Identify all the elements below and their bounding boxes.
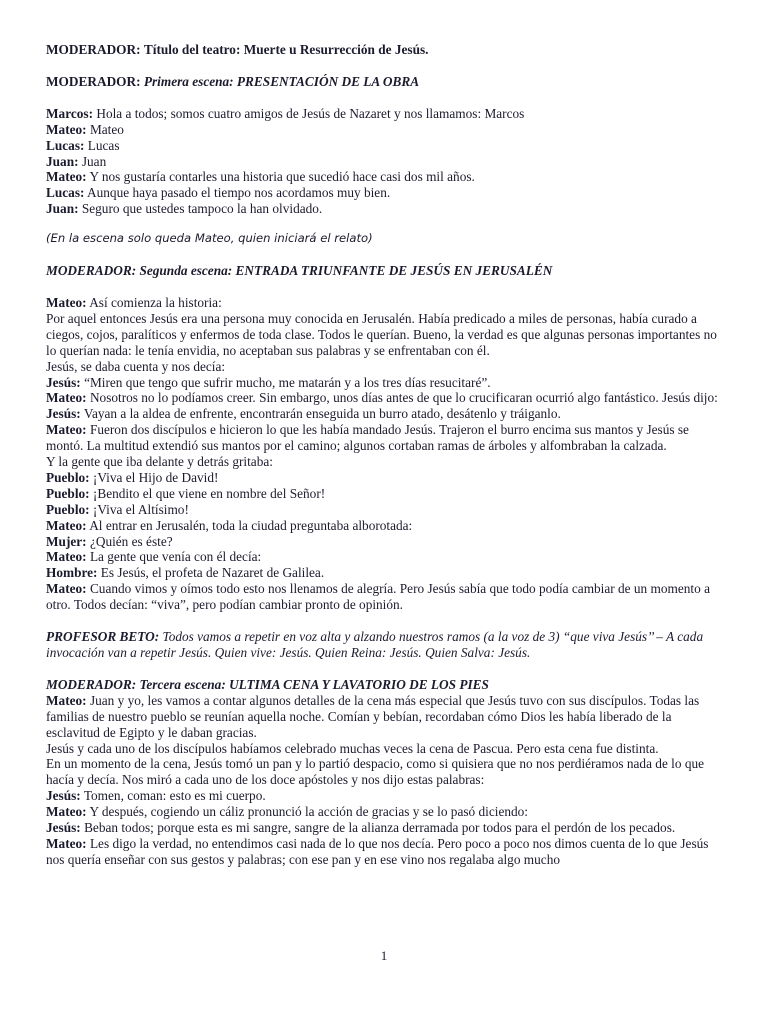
dialogue-line [46, 486, 726, 502]
dialogue-line [46, 693, 726, 741]
instruction-text: Todos vamos a repetir en voz alta y alzando nuestros ramos (a la voz de 3) “que viva Jesús’’ – A cada invocación van a repetir Jesús. Quien vive: Jesús. Quien Reina: Jesús. Quien Salva: Jesús. [46, 629, 704, 660]
dialogue-line [46, 295, 726, 311]
narration: Por aquel entonces Jesús era una persona muy conocida en Jerusalén. Había predicado a miles de personas, había curado a ciegos, cojos, paralíticos y enfermos de toda clase. Todos le querían. Bueno, la verdad es que algunas personas importantes no lo querían nada: le tenía envidia, no aceptaban sus palabras y se enfrentaban con él. [46, 310, 717, 358]
speaker-label: Lucas: [46, 137, 85, 153]
dialogue-line [46, 788, 726, 804]
dialogue-line [46, 122, 726, 138]
speaker-label: Hombre: [46, 565, 98, 581]
speaker-label: Jesús: [46, 820, 81, 836]
page-number: 1 [380, 948, 388, 963]
dialogue-text: La gente que venía con él decía: [89, 549, 262, 565]
dialogue-text: ¡Viva el Altísimo! [92, 501, 189, 517]
scene3-dialogue [46, 693, 726, 868]
scene-heading-2 [46, 263, 726, 279]
speaker-label: Mujer: [46, 533, 87, 549]
dialogue-text: Y nos gustaría contarles una historia que sucedió hace casi dos mil años. [89, 169, 475, 185]
dialogue-text: Vayan a la aldea de enfrente, encontrarán enseguida un burro atado, desátenlo y tráiganlo. [83, 406, 561, 422]
dialogue-line [46, 502, 726, 518]
dialogue-text: Aunque haya pasado el tiempo nos acordamos muy bien. [87, 185, 391, 201]
dialogue-text: Beban todos; porque esta es mi sangre, sangre de la alianza derramada por todos para el perdón de los pecados. [84, 820, 676, 836]
intro-dialogue [46, 106, 726, 217]
dialogue-line [46, 820, 726, 836]
play-title: Título del teatro: Muerte u Resurrección de Jesús. [143, 42, 429, 57]
speaker-label: Juan: [46, 201, 79, 217]
stage-direction: (En la escena solo queda Mateo, quien iniciará el relato) [46, 231, 373, 246]
dialogue-text: Mateo [89, 121, 124, 137]
dialogue-text: Les digo la verdad, no entendimos casi nada de lo que nos decía. Pero poco a poco nos dimos cuenta de lo que Jesús nos quería enseñar con sus gestos y palabras; con ese pan y en ese vino nos regalaba algo mucho [46, 835, 709, 867]
speaker-label: Juan: [46, 153, 79, 169]
dialogue-line [46, 201, 726, 217]
scene-heading-3 [46, 677, 726, 693]
speaker-label: Pueblo: [46, 501, 90, 517]
dialogue-line [46, 836, 726, 868]
scene-heading-1 [46, 74, 726, 90]
dialogue-text: Juan [81, 153, 107, 169]
speaker-label: Marcos: [46, 105, 94, 121]
speaker-label: Mateo: [46, 121, 87, 137]
speaker-label: Lucas: [46, 185, 85, 201]
speaker-label: MODERADOR: [46, 73, 141, 89]
speaker-label: Mateo: [46, 549, 87, 565]
dialogue-line [46, 406, 726, 422]
dialogue-line [46, 138, 726, 154]
speaker-label: Mateo: [46, 169, 87, 185]
narration: Y la gente que iba delante y detrás gritaba: [46, 454, 273, 470]
dialogue-text: Nosotros no lo podíamos creer. Sin embargo, unos días antes de que lo crucificaran ocurrió algo fantástico. Jesús dijo: [89, 390, 718, 406]
dialogue-line [46, 518, 726, 534]
dialogue-text: Lucas [87, 137, 120, 153]
dialogue-text: Fueron dos discípulos e hicieron lo que les había mandado Jesús. Trajeron el burro encima sus mantos y Jesús se montó. La multitud extendió sus mantos por el camino; algunos cortaban ramas de árboles y alfombraban la calzada. [46, 422, 689, 454]
dialogue-line [46, 804, 726, 820]
narration: En un momento de la cena, Jesús tomó un pan y lo partió despacio, como si quisiera que no nos perdiéramos nada de lo que hacía y decía. Nos miró a cada uno de los doce apóstoles y nos dijo estas palabras: [46, 756, 705, 788]
dialogue-text: Juan y yo, les vamos a contar algunos detalles de la cena más especial que Jesús tuvo con sus discípulos. Todas las familias de nuestro pueblo se reunían aquella noche. Comían y bebían, recordaban cómo Dios les había liberado de la esclavitud de Egipto y le daban gracias. [46, 692, 700, 740]
dialogue-line [46, 154, 726, 170]
dialogue-line [46, 549, 726, 565]
dialogue-text: ¡Bendito el que viene en nombre del Señor! [92, 485, 326, 501]
speaker-label: MODERADOR: [46, 42, 141, 57]
narration: Jesús, se daba cuenta y nos decía: [46, 358, 226, 374]
dialogue-line [46, 375, 726, 391]
dialogue-text: Así comienza la historia: [89, 294, 222, 310]
speaker-label: Jesús: [46, 788, 81, 804]
scene-title: Primera escena: PRESENTACIÓN DE LA OBRA [143, 73, 420, 89]
speaker-label: Mateo: [46, 390, 87, 406]
speaker-label: Mateo: [46, 692, 87, 708]
dialogue-text: Tomen, coman: esto es mi cuerpo. [83, 788, 266, 804]
dialogue-text: Cuando vimos y oímos todo esto nos llenamos de alegría. Pero Jesús sabía que todo podía cambiar de un momento a otro. Todos decían: “viva”, pero podían cambiar pronto de opinión. [46, 581, 710, 613]
dialogue-line [46, 106, 726, 122]
dialogue-line [46, 169, 726, 185]
dialogue-line [46, 470, 726, 486]
dialogue-line [46, 422, 726, 454]
dialogue-line [46, 581, 726, 613]
dialogue-text: ¡Viva el Hijo de David! [92, 469, 219, 485]
scene2-dialogue [46, 295, 726, 613]
dialogue-line [46, 565, 726, 581]
scene-title: Tercera escena: ULTIMA CENA Y LAVATORIO DE LOS PIES [139, 676, 489, 692]
dialogue-text: Seguro que ustedes tampoco la han olvidado. [81, 201, 323, 217]
document-page [46, 42, 726, 868]
speaker-label: MODERADOR: [46, 263, 137, 279]
dialogue-text: Es Jesús, el profeta de Nazaret de Galilea. [100, 565, 325, 581]
speaker-label: PROFESOR BETO: [46, 629, 160, 645]
dialogue-line [46, 534, 726, 550]
speaker-label: Mateo: [46, 422, 87, 438]
speaker-label: Jesús: [46, 374, 81, 390]
speaker-label: Mateo: [46, 581, 87, 597]
speaker-label: Pueblo: [46, 485, 90, 501]
dialogue-text: Al entrar en Jerusalén, toda la ciudad preguntaba alborotada: [89, 517, 413, 533]
speaker-label: Pueblo: [46, 469, 90, 485]
dialogue-text: ¿Quién es éste? [89, 533, 173, 549]
dialogue-text: “Miren que tengo que sufrir mucho, me matarán y a los tres días resucitaré”. [84, 374, 491, 390]
speaker-label: Jesús: [46, 406, 81, 422]
speaker-label: Mateo: [46, 804, 87, 820]
dialogue-line [46, 185, 726, 201]
narration: Jesús y cada uno de los discípulos habíamos celebrado muchas veces la cena de Pascua. Pero esta cena fue distinta. [46, 740, 659, 756]
speaker-label: MODERADOR: [46, 676, 137, 692]
speaker-label: Mateo: [46, 517, 87, 533]
teacher-instruction [46, 629, 726, 661]
speaker-label: Mateo: [46, 294, 87, 310]
dialogue-text: Hola a todos; somos cuatro amigos de Jesús de Nazaret y nos llamamos: Marcos [96, 105, 525, 121]
speaker-label: Mateo: [46, 835, 87, 851]
dialogue-text: Y después, cogiendo un cáliz pronunció la acción de gracias y se lo pasó diciendo: [89, 804, 528, 820]
dialogue-line [46, 390, 726, 406]
scene-title: Segunda escena: ENTRADA TRIUNFANTE DE JESÚS EN JERUSALÉN [139, 263, 553, 279]
play-title-line [46, 42, 726, 58]
